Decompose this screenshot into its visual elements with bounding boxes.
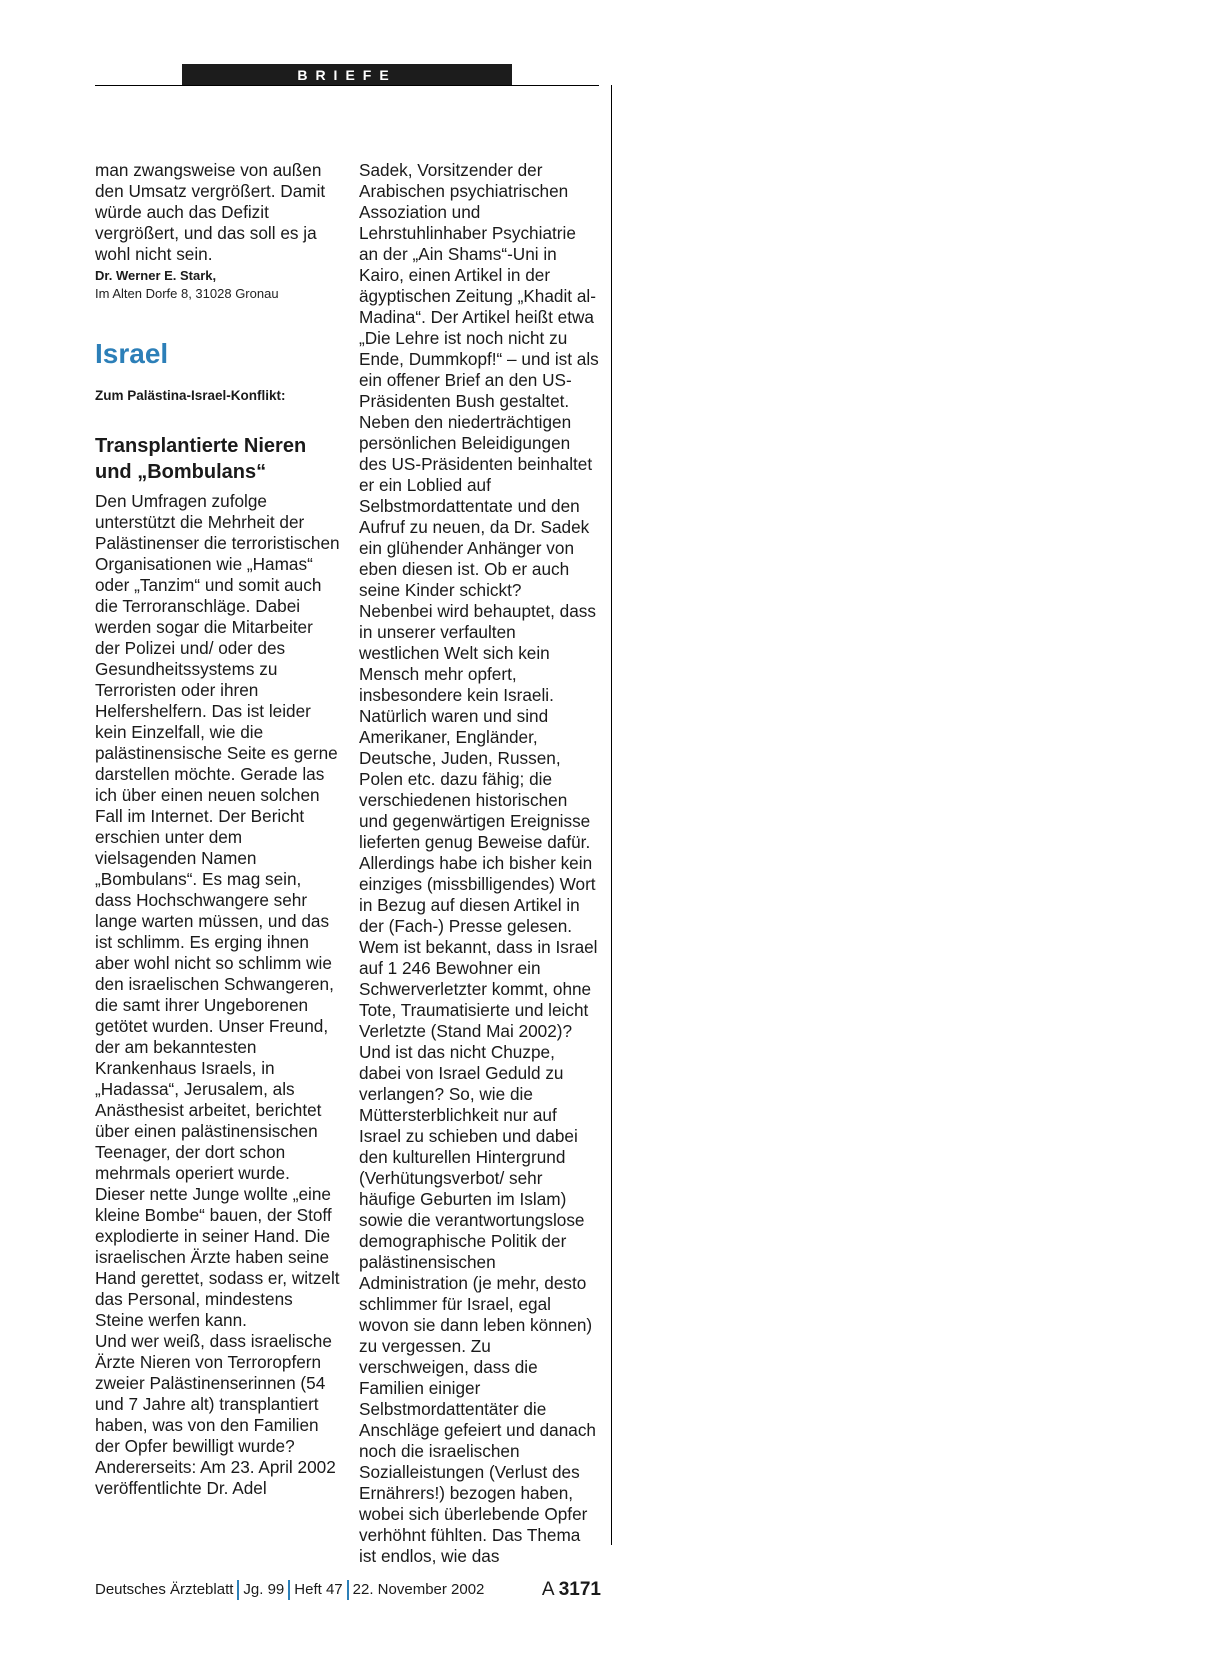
section-header-label: BRIEFE	[297, 67, 397, 83]
footer-separator	[237, 1580, 239, 1600]
body-paragraph: Wem ist bekannt, dass in Israel auf 1 246 Bewohner ein Schwerverletzter kommt, ohne Tote, Traumatisierte und leicht Verletzte (Stand Mai 2002)? Und ist das nicht Chuzpe, dabei von Israel Geduld zu verlangen? So, wie die Müttersterblichkeit nur auf Israel zu schieben und dabei den kulturellen Hintergrund (Verhütungsverbot/ sehr häufige Geburten im Islam) sowie die verantwortungslose demographische Politik der palästinensischen Administration (je mehr, desto schlimmer für Israel, egal wovon sie dann leben können) zu vergessen. Zu verschweigen, dass die Familien einiger Selbstmordattentäter die Anschläge gefeiert und danach noch die israelischen Sozialleistungen (Verlust des Ernährers!) bezogen haben, wobei sich überlebende Opfer verhöhnt fühlten. Das Thema ist endlos, wie das	[359, 937, 598, 1566]
body-paragraph: Andererseits: Am 23. April 2002 veröffentlichte Dr. Adel	[95, 1457, 336, 1498]
right-column	[359, 160, 599, 1567]
page-number	[542, 1577, 601, 1603]
body-paragraph: Den Umfragen zufolge unterstützt die Mehrheit der Palästinenser die terroristischen Organisationen wie „Hamas“ oder „Tanzim“ und somit auch die Terroranschläge. Dabei werden sogar die Mitarbeiter der Polizei und/ oder des Gesundheitssystems zu Terroristen oder ihren Helfershelfern. Das ist leider kein Einzelfall, wie die palästinensische Seite es gerne darstellen möchte. Gerade las ich über einen neuen solchen Fall im Internet. Der Bericht erschien unter dem vielsagenden Namen „Bombulans“. Es mag sein, dass Hochschwangere sehr lange warten müssen, und das ist schlimm. Es erging ihnen aber wohl nicht so schlimm wie den israelischen Schwangeren, die samt ihrer Ungeborenen getötet wurden. Unser Freund, der am bekanntesten Krankenhaus Israels, in „Hadassa“, Jerusalem, als Anästhesist arbeitet, berichtet über einen palästinensischen Teenager, der dort schon mehrmals operiert wurde. Dieser nette Junge wollte „eine kleine Bombe“ bauen, der Stoff explodierte in seiner Hand. Die israelischen Ärzte haben seine Hand gerettet, sodass er, witzelt das Personal, mindestens Steine werfen kann.	[95, 491, 340, 1330]
page-number-value: 3171	[558, 1579, 601, 1600]
letter-topic: Zum Palästina-Israel-Konflikt:	[95, 388, 286, 403]
signature-name: Dr. Werner E. Stark,	[95, 268, 217, 283]
footer-separator	[288, 1580, 290, 1600]
page-footer	[95, 1577, 601, 1603]
left-column	[95, 160, 340, 1499]
footer-journal: Deutsches Ärzteblatt	[95, 1581, 234, 1598]
page-prefix: A	[541, 1579, 554, 1600]
section-header-bar	[182, 64, 512, 86]
footer-issue: Heft 47	[294, 1581, 343, 1598]
body-paragraph: Und wer weiß, dass israelische Ärzte Nieren von Terroropfern zweier Palästinenserinnen (54 und 7 Jahre alt) transplantiert haben, was von den Familien der Opfer bewilligt wurde?	[95, 1331, 332, 1456]
letter-headline: Transplantierte Nieren und „Bombulans“	[95, 435, 307, 483]
intro-paragraph: man zwangsweise von außen den Umsatz vergrößert. Damit würde auch das Defizit vergrößert, und das soll es ja wohl nicht sein.	[95, 160, 326, 264]
signature-address: Im Alten Dorfe 8, 31028 Gronau	[95, 286, 279, 301]
section-title: Israel	[95, 338, 169, 369]
footer-volume: Jg. 99	[243, 1581, 285, 1598]
footer-separator	[347, 1580, 349, 1600]
body-paragraph: Sadek, Vorsitzender der Arabischen psychiatrischen Assoziation und Lehrstuhlinhaber Psychiatrie an der „Ain Shams“-Uni in Kairo, einen Artikel in der ägyptischen Zeitung „Khadit al-Madina“. Der Artikel heißt etwa „Die Lehre ist noch nicht zu Ende, Dummkopf!“ – und ist als ein offener Brief an den US-Präsidenten Bush gestaltet. Neben den niederträchtigen persönlichen Beleidigungen des US-Präsidenten beinhaltet er ein Loblied auf Selbstmordattentate und den Aufruf zu neuen, da Dr. Sadek ein glühender Anhänger von eben diesen ist. Ob er auch seine Kinder schickt? Nebenbei wird behauptet, dass in unserer verfaulten westlichen Welt sich kein Mensch mehr opfert, insbesondere kein Israeli. Natürlich waren und sind Amerikaner, Engländer, Deutsche, Juden, Russen, Polen etc. dazu fähig; die verschiedenen historischen und gegenwärtigen Ereignisse lieferten genug Beweise dafür. Allerdings habe ich bisher kein einziges (missbilligendes) Wort in Bezug auf diesen Artikel in der (Fach-) Presse gelesen.	[359, 160, 599, 936]
header-rule	[95, 85, 599, 86]
column-divider	[611, 85, 612, 1545]
footer-date: 22. November 2002	[352, 1581, 485, 1598]
